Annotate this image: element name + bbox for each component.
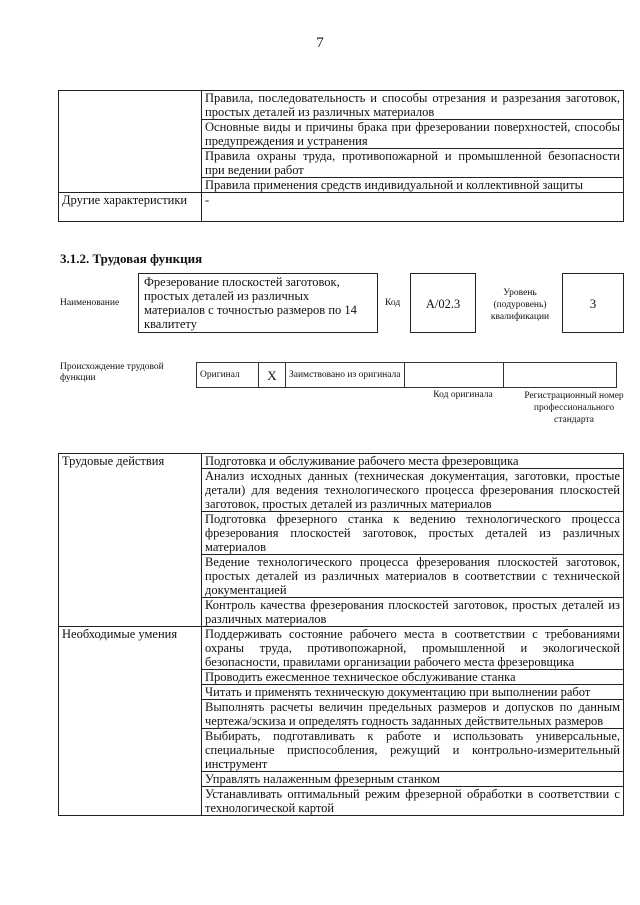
skill-row: Выбирать, подготавливать к работе и использовать универсальные, специальные приспособления, режущий и контрольно-измерительный инструмент — [202, 729, 624, 772]
borrowed-label: Заимствовано из оригинала — [286, 363, 405, 388]
name-label: Наименование — [60, 298, 120, 308]
section-title: 3.1.2. Трудовая функция — [60, 251, 203, 266]
knowledge-row: Правила, последовательность и способы отрезания и разрезания заготовок, простых деталей из различных материалов — [202, 91, 624, 120]
action-row: Ведение технологического процесса фрезерования плоскостей заготовок, простых деталей из различных материалов в соответствии с технической документацией — [202, 555, 624, 598]
origin-label: Происхождение трудовой функции — [60, 362, 164, 383]
skills-label: Необходимые умения — [59, 627, 202, 700]
name-value: Фрезерование плоскостей заготовок, простых деталей из различных материалов с точностью размеров по 14 квалитету — [138, 273, 378, 333]
reg-number-label: Регистрационный номер профессионального стандарта — [524, 391, 624, 425]
action-row: Контроль качества фрезерования плоскостей заготовок, простых деталей из различных материалов — [202, 598, 624, 627]
skill-row: Выполнять расчеты величин предельных размеров и допусков по данным чертежа/эскиза и определять годность заданных действительных размеров — [202, 700, 624, 729]
function-table — [58, 453, 624, 816]
skill-row: Поддерживать состояние рабочего места в соответствии с требованиями охраны труда, противопожарной, промышленной и экологической безопасности, правилами организации рабочего места фрезеровщика Проводить ежесменное техническое обслуживание станка Читать и применять техническую документацию при выполнении работ — [202, 627, 624, 700]
skill-row: Управлять налаженным фрезерным станком — [202, 772, 624, 787]
actions-label: Трудовые действия — [59, 454, 202, 469]
other-characteristics-value: - — [202, 193, 624, 222]
knowledge-row: Основные виды и причины брака при фрезеровании поверхностей, способы предупреждения и устранения — [202, 120, 624, 149]
code-value: А/02.3 — [410, 273, 476, 333]
knowledge-row: Правила применения средств индивидуальной и коллективной защиты — [202, 178, 624, 193]
skill-row: Устанавливать оптимальный режим фрезерной обработки в соответствии с технологической картой — [202, 787, 624, 816]
page-number: 7 — [316, 35, 324, 51]
level-label: Уровень (подуровень) квалификации — [490, 288, 550, 322]
original-label: Оригинал — [197, 363, 259, 388]
action-row: Подготовка фрезерного станка к ведению технологического процесса фрезерования плоскостей заготовок, простых деталей из различных материалов — [202, 512, 624, 555]
origin-table — [196, 362, 617, 388]
reg-number-cell — [504, 363, 617, 388]
knowledge-row: Правила охраны труда, противопожарной и промышленной безопасности при ведении работ — [202, 149, 624, 178]
action-row: Анализ исходных данных (техническая документация, заготовки, простые детали) для ведения технологического процесса фрезерования плоскостей заготовок, простых деталей из различных материалов — [202, 469, 624, 512]
other-characteristics-label: Другие характеристики — [59, 193, 202, 222]
action-row: Подготовка и обслуживание рабочего места фрезеровщика — [202, 454, 624, 469]
original-mark: Х — [259, 363, 286, 388]
level-value: 3 — [562, 273, 624, 333]
code-label: Код — [385, 298, 401, 308]
knowledge-table — [58, 90, 624, 222]
code-original-label: Код оригинала — [433, 390, 493, 400]
code-original-cell — [405, 363, 504, 388]
knowledge-label-cell — [59, 91, 202, 193]
